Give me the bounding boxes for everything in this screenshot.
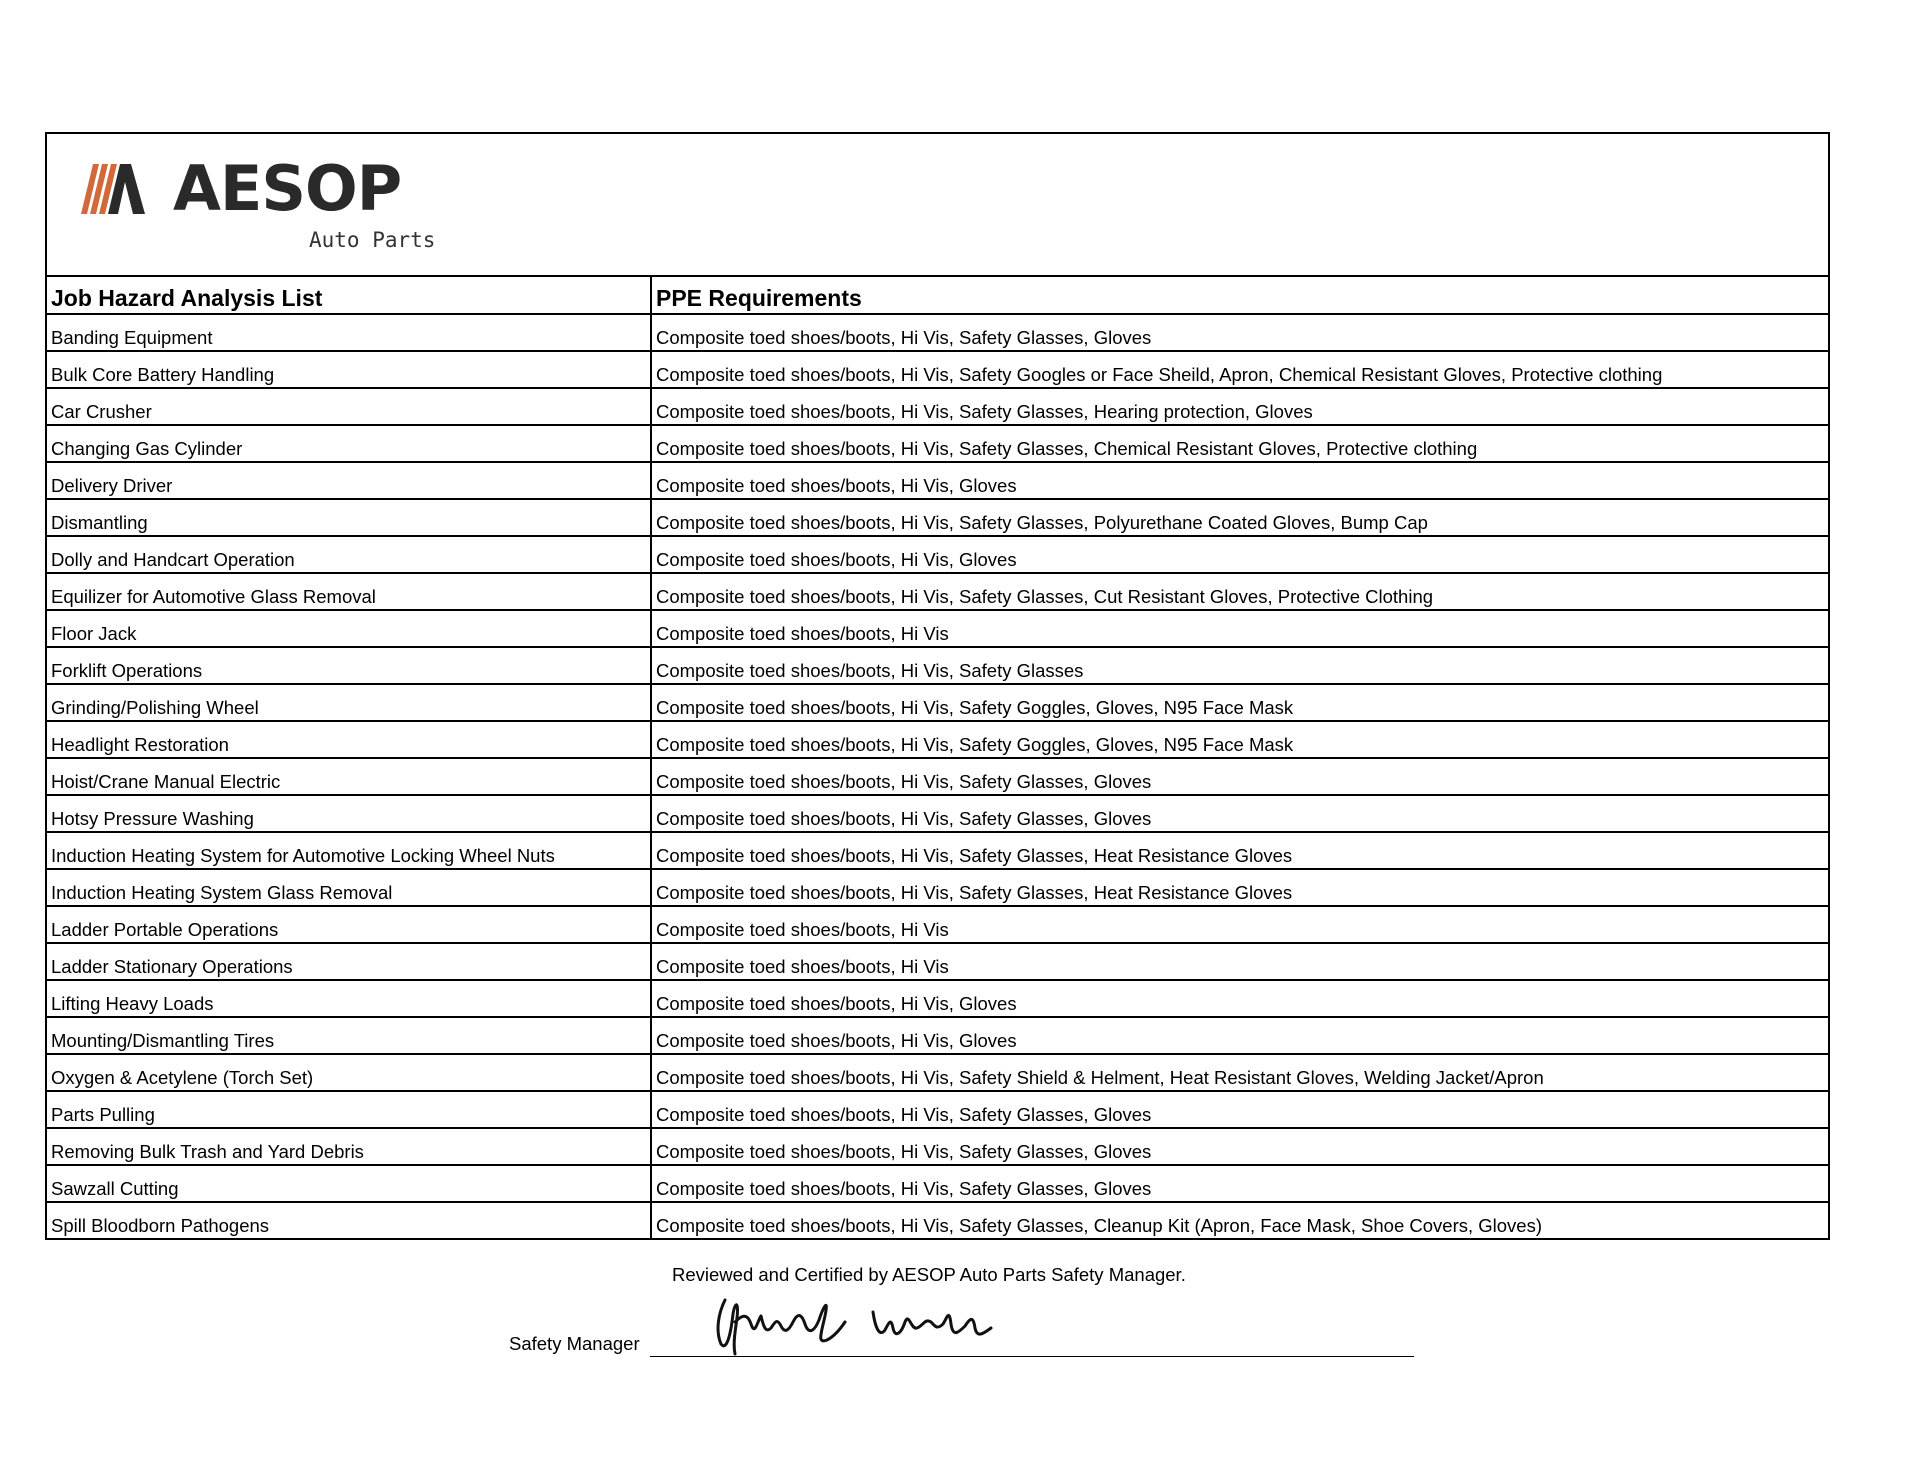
table-row — [46, 684, 1829, 721]
ppe-requirements-cell: Composite toed shoes/boots, Hi Vis, Safety Glasses, Polyurethane Coated Gloves, Bump Cap — [651, 499, 1829, 536]
logo-cell — [46, 133, 1829, 276]
job-hazard-cell: Grinding/Polishing Wheel — [46, 684, 651, 721]
job-hazard-cell: Dismantling — [46, 499, 651, 536]
ppe-requirements-cell: Composite toed shoes/boots, Hi Vis, Gloves — [651, 536, 1829, 573]
table-row — [46, 425, 1829, 462]
job-hazard-cell: Banding Equipment — [46, 314, 651, 351]
table-row — [46, 536, 1829, 573]
job-hazard-cell: Hoist/Crane Manual Electric — [46, 758, 651, 795]
job-hazard-cell: Car Crusher — [46, 388, 651, 425]
table-row — [46, 462, 1829, 499]
table-row — [46, 573, 1829, 610]
job-hazard-cell: Parts Pulling — [46, 1091, 651, 1128]
table-row — [46, 869, 1829, 906]
table-row — [46, 351, 1829, 388]
ppe-requirements-cell: Composite toed shoes/boots, Hi Vis, Gloves — [651, 1017, 1829, 1054]
table-row — [46, 980, 1829, 1017]
ppe-requirements-cell: Composite toed shoes/boots, Hi Vis, Safety Glasses, Gloves — [651, 758, 1829, 795]
ppe-requirements-cell: Composite toed shoes/boots, Hi Vis, Safety Glasses, Heat Resistance Gloves — [651, 869, 1829, 906]
company-logo — [81, 152, 436, 258]
certification-statement: Reviewed and Certified by AESOP Auto Parts Safety Manager. — [672, 1264, 1186, 1285]
signature-label: Safety Manager — [509, 1333, 640, 1354]
column-header-job: Job Hazard Analysis List — [46, 276, 651, 314]
ppe-requirements-cell: Composite toed shoes/boots, Hi Vis, Safety Glasses, Gloves — [651, 1128, 1829, 1165]
logo-name: AESOP — [173, 152, 402, 225]
ppe-requirements-cell: Composite toed shoes/boots, Hi Vis — [651, 610, 1829, 647]
hazard-table — [45, 132, 1830, 1240]
job-hazard-cell: Hotsy Pressure Washing — [46, 795, 651, 832]
job-hazard-cell: Ladder Portable Operations — [46, 906, 651, 943]
ppe-requirements-cell: Composite toed shoes/boots, Hi Vis — [651, 943, 1829, 980]
table-row — [46, 1165, 1829, 1202]
job-hazard-cell: Mounting/Dismantling Tires — [46, 1017, 651, 1054]
logo-mark-icon — [81, 164, 151, 214]
ppe-requirements-cell: Composite toed shoes/boots, Hi Vis, Safety Glasses, Hearing protection, Gloves — [651, 388, 1829, 425]
table-row — [46, 758, 1829, 795]
logo-row — [46, 133, 1829, 276]
table-row — [46, 1091, 1829, 1128]
job-hazard-cell: Equilizer for Automotive Glass Removal — [46, 573, 651, 610]
job-hazard-cell: Forklift Operations — [46, 647, 651, 684]
table-row — [46, 388, 1829, 425]
ppe-requirements-cell: Composite toed shoes/boots, Hi Vis, Safety Glasses, Gloves — [651, 314, 1829, 351]
job-hazard-cell: Floor Jack — [46, 610, 651, 647]
ppe-requirements-cell: Composite toed shoes/boots, Hi Vis, Safety Goggles, Gloves, N95 Face Mask — [651, 684, 1829, 721]
ppe-requirements-cell: Composite toed shoes/boots, Hi Vis, Gloves — [651, 462, 1829, 499]
ppe-requirements-cell: Composite toed shoes/boots, Hi Vis, Gloves — [651, 980, 1829, 1017]
job-hazard-cell: Removing Bulk Trash and Yard Debris — [46, 1128, 651, 1165]
table-header-row — [46, 276, 1829, 314]
ppe-requirements-cell: Composite toed shoes/boots, Hi Vis, Safety Glasses, Gloves — [651, 1091, 1829, 1128]
table-row — [46, 943, 1829, 980]
handwritten-signature — [705, 1282, 1005, 1362]
table-row — [46, 647, 1829, 684]
table-row — [46, 1017, 1829, 1054]
table-row — [46, 906, 1829, 943]
ppe-requirements-cell: Composite toed shoes/boots, Hi Vis, Safety Glasses, Gloves — [651, 1165, 1829, 1202]
job-hazard-cell: Induction Heating System Glass Removal — [46, 869, 651, 906]
logo-subtitle: Auto Parts — [309, 228, 436, 252]
table-row — [46, 499, 1829, 536]
table-row — [46, 721, 1829, 758]
job-hazard-cell: Changing Gas Cylinder — [46, 425, 651, 462]
job-hazard-cell: Sawzall Cutting — [46, 1165, 651, 1202]
table-row — [46, 1128, 1829, 1165]
job-hazard-cell: Headlight Restoration — [46, 721, 651, 758]
table-row — [46, 832, 1829, 869]
ppe-requirements-cell: Composite toed shoes/boots, Hi Vis, Safety Shield & Helment, Heat Resistant Gloves, Welding Jacket/Apron — [651, 1054, 1829, 1091]
ppe-requirements-cell: Composite toed shoes/boots, Hi Vis, Safety Glasses, Gloves — [651, 795, 1829, 832]
table-row — [46, 1054, 1829, 1091]
job-hazard-cell: Lifting Heavy Loads — [46, 980, 651, 1017]
job-hazard-cell: Induction Heating System for Automotive Locking Wheel Nuts — [46, 832, 651, 869]
job-hazard-cell: Bulk Core Battery Handling — [46, 351, 651, 388]
job-hazard-cell: Delivery Driver — [46, 462, 651, 499]
ppe-requirements-cell: Composite toed shoes/boots, Hi Vis, Safety Googles or Face Sheild, Apron, Chemical Resistant Gloves, Protective clothing — [651, 351, 1829, 388]
table-row — [46, 314, 1829, 351]
ppe-requirements-cell: Composite toed shoes/boots, Hi Vis, Safety Glasses, Chemical Resistant Gloves, Protective clothing — [651, 425, 1829, 462]
ppe-requirements-cell: Composite toed shoes/boots, Hi Vis, Safety Goggles, Gloves, N95 Face Mask — [651, 721, 1829, 758]
ppe-requirements-cell: Composite toed shoes/boots, Hi Vis, Safety Glasses, Heat Resistance Gloves — [651, 832, 1829, 869]
table-row — [46, 610, 1829, 647]
job-hazard-cell: Oxygen & Acetylene (Torch Set) — [46, 1054, 651, 1091]
job-hazard-cell: Spill Bloodborn Pathogens — [46, 1202, 651, 1239]
column-header-ppe: PPE Requirements — [651, 276, 1829, 314]
table-row — [46, 1202, 1829, 1239]
job-hazard-cell: Ladder Stationary Operations — [46, 943, 651, 980]
ppe-requirements-cell: Composite toed shoes/boots, Hi Vis, Safety Glasses, Cut Resistant Gloves, Protective Clothing — [651, 573, 1829, 610]
table-row — [46, 795, 1829, 832]
ppe-requirements-cell: Composite toed shoes/boots, Hi Vis, Safety Glasses — [651, 647, 1829, 684]
ppe-requirements-cell: Composite toed shoes/boots, Hi Vis — [651, 906, 1829, 943]
ppe-requirements-cell: Composite toed shoes/boots, Hi Vis, Safety Glasses, Cleanup Kit (Apron, Face Mask, Shoe Covers, Gloves) — [651, 1202, 1829, 1239]
job-hazard-cell: Dolly and Handcart Operation — [46, 536, 651, 573]
